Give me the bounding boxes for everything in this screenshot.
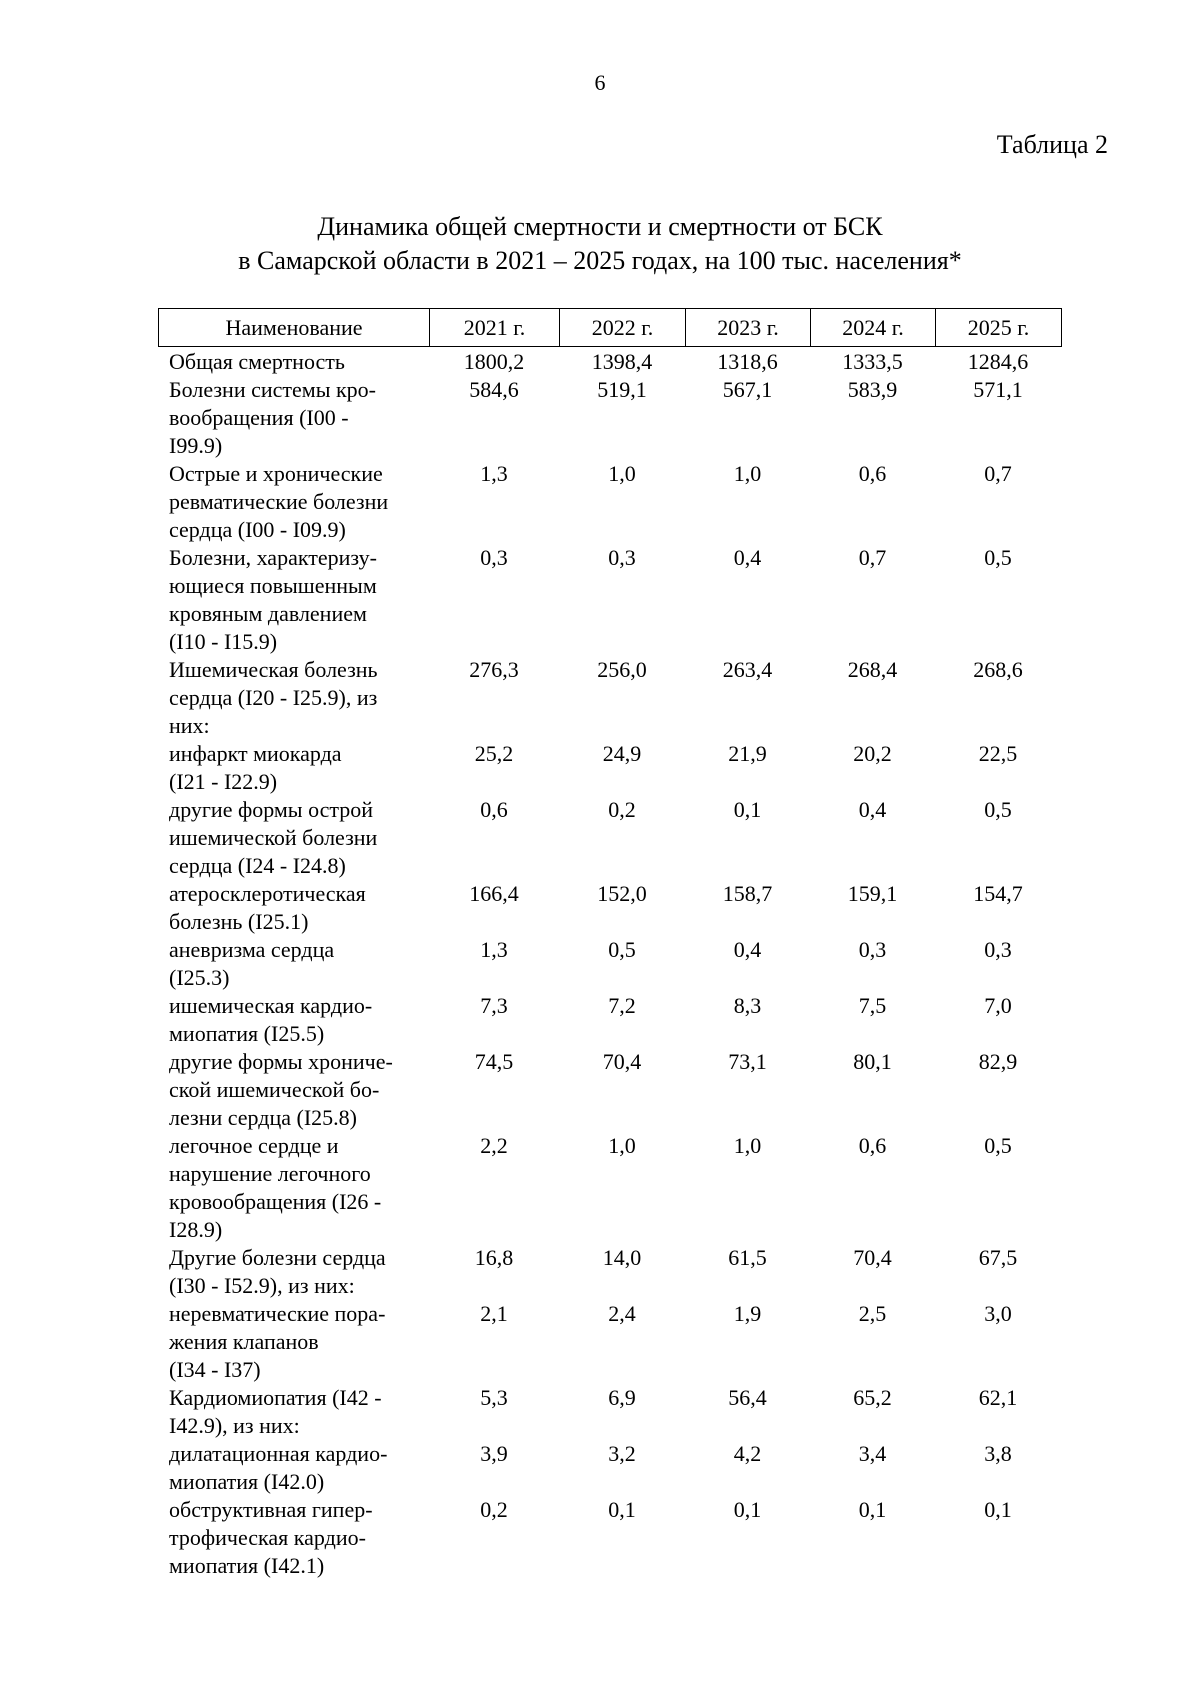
value-cell-2021: 276,3 [469,657,519,682]
row-name-cell [158,376,429,460]
table-header [158,308,1062,347]
row-name-cell [158,936,429,992]
row-name-cell [158,460,429,544]
value-cell-2025: 0,3 [984,937,1012,962]
value-cell-2023: 0,1 [733,1497,762,1522]
value-cell-2024: 70,4 [853,1245,892,1270]
table-label: Таблица 2 [996,130,1108,159]
value-cell-2024: 0,7 [858,545,887,570]
value-cell-2021: 3,9 [480,1441,508,1466]
row-name-line: I99.9) [169,433,223,458]
value-cell-2025: 7,0 [984,993,1012,1018]
table-row [158,1440,1061,1496]
row-name-line: легочное сердце и [169,1133,339,1158]
value-cell-2023: 0,1 [733,797,762,822]
header-row [159,309,1062,347]
table-title-line: Динамика общей смертности и смертности от БСК [317,212,883,241]
row-name-cell [158,1384,429,1440]
value-cell-2025: 3,0 [984,1301,1012,1326]
value-cell-2025: 0,5 [984,797,1012,822]
row-name-line: миопатия (I42.1) [169,1553,325,1578]
value-cell-2022: 0,1 [608,1497,636,1522]
row-name-line: жения клапанов [169,1329,319,1354]
value-cell-2024: 0,6 [858,461,887,486]
table-row [158,1048,1061,1132]
value-cell-2022: 519,1 [597,377,647,402]
row-name-line: (I30 - I52.9), из них: [169,1273,355,1298]
value-cell-2024: 7,5 [858,993,887,1018]
value-cell-2023: 158,7 [722,881,773,906]
header-cell-name: Наименование [159,309,430,347]
value-cell-2023: 1,0 [733,461,762,486]
row-name-line: вообращения (I00 - [169,405,349,430]
value-cell-2024: 0,1 [858,1497,887,1522]
value-cell-2022: 24,9 [602,741,642,766]
value-cell-2025: 22,5 [978,741,1018,766]
value-cell-2025: 3,8 [984,1441,1012,1466]
value-cell-2025: 0,7 [984,461,1012,486]
value-cell-2025: 0,5 [984,545,1012,570]
value-cell-2022: 7,2 [608,993,636,1018]
value-cell-2023: 567,1 [722,377,773,402]
table-title-line: в Самарской области в 2021 – 2025 годах, на 100 тыс. населения* [238,246,962,275]
row-name-cell [158,1496,429,1580]
value-cell-2023: 263,4 [722,657,773,682]
value-cell-2023: 1,9 [733,1301,762,1326]
row-name-line: болезнь (I25.1) [169,909,309,934]
row-name-line: (I34 - I37) [169,1357,261,1382]
table-row [158,740,1061,796]
value-cell-2021: 1,3 [480,461,508,486]
row-name-line: нарушение легочного [169,1161,371,1186]
table-title [0,210,1200,278]
table-row [158,348,1061,376]
row-name-line: другие формы хрониче- [169,1049,393,1074]
value-cell-2023: 1318,6 [717,349,778,374]
value-cell-2024: 0,3 [858,937,887,962]
value-cell-2022: 1,0 [608,461,636,486]
value-cell-2023: 0,4 [733,937,762,962]
row-name-line: неревматические пора- [169,1301,386,1326]
row-name-cell [158,1300,429,1384]
row-name-line: аневризма сердца [169,937,335,962]
row-name-line: ишемической болезни [169,825,378,850]
value-cell-2022: 0,5 [608,937,636,962]
value-cell-2022: 70,4 [602,1049,642,1074]
value-cell-2021: 2,2 [480,1133,508,1158]
table-row [158,936,1061,992]
row-name-cell [158,992,429,1048]
row-name-line: Кардиомиопатия (I42 - [169,1385,382,1410]
value-cell-2021: 0,3 [480,545,508,570]
row-name-line: Другие болезни сердца [169,1245,386,1270]
row-name-line: Острые и хронические [169,461,383,486]
table-row [158,376,1061,460]
value-cell-2025: 62,1 [978,1385,1018,1410]
value-cell-2023: 73,1 [728,1049,767,1074]
value-cell-2025: 67,5 [978,1245,1018,1270]
row-name-line: другие формы острой [169,797,374,822]
value-cell-2022: 152,0 [597,881,647,906]
header-cell-2021: 2021 г. [430,309,560,347]
value-cell-2024: 20,2 [853,741,892,766]
row-name-line: трофическая кардио- [169,1525,366,1550]
row-name-line: миопатия (I25.5) [169,1021,325,1046]
row-name-line: (I21 - I22.9) [169,769,278,794]
table-row [158,1384,1061,1440]
value-cell-2022: 0,2 [608,797,636,822]
value-cell-2024: 0,6 [858,1133,887,1158]
table-row [158,992,1061,1048]
value-cell-2023: 8,3 [733,993,762,1018]
table-row [158,796,1061,880]
table-row [158,1244,1061,1300]
row-name-line: ревматические болезни [169,489,389,514]
row-name-line: инфаркт миокарда [169,741,342,766]
table-row [158,656,1061,740]
value-cell-2025: 154,7 [973,881,1023,906]
page-number: 6 [594,70,606,95]
value-cell-2024: 159,1 [847,881,898,906]
row-name-line: дилатационная кардио- [169,1441,388,1466]
value-cell-2021: 25,2 [474,741,514,766]
row-name-cell [158,656,429,740]
row-name-line: кровообращения (I26 - [169,1189,382,1214]
row-name-line: обструктивная гипер- [169,1497,373,1522]
header-cell-2024: 2024 г. [811,309,936,347]
value-cell-2021: 1,3 [480,937,508,962]
value-cell-2023: 21,9 [728,741,767,766]
table-row [158,460,1061,544]
value-cell-2024: 583,9 [847,377,898,402]
row-name-line: лезни сердца (I25.8) [169,1105,357,1130]
value-cell-2021: 5,3 [480,1385,508,1410]
row-name-line: (I10 - I15.9) [169,629,278,654]
value-cell-2025: 571,1 [973,377,1023,402]
table-body [158,348,1061,1580]
value-cell-2025: 0,5 [984,1133,1012,1158]
row-name-line: атеросклеротическая [169,881,366,906]
row-name-line: (I25.3) [169,965,230,990]
row-name-line: ющиеся повышенным [169,573,377,598]
value-cell-2021: 0,2 [480,1497,508,1522]
row-name-cell [158,740,429,796]
value-cell-2024: 2,5 [858,1301,887,1326]
value-cell-2021: 2,1 [480,1301,508,1326]
value-cell-2023: 0,4 [733,545,762,570]
table-row [158,1132,1061,1244]
value-cell-2024: 65,2 [853,1385,892,1410]
value-cell-2024: 80,1 [853,1049,892,1074]
value-cell-2023: 4,2 [733,1441,762,1466]
value-cell-2022: 0,3 [608,545,636,570]
header-cell-2023: 2023 г. [686,309,811,347]
value-cell-2022: 2,4 [608,1301,636,1326]
table-row [158,1496,1061,1580]
table-row [158,544,1061,656]
row-name-line: кровяным давлением [169,601,367,626]
row-name-line: I42.9), из них: [169,1413,300,1438]
value-cell-2021: 7,3 [480,993,508,1018]
value-cell-2025: 268,6 [973,657,1023,682]
value-cell-2024: 0,4 [858,797,887,822]
value-cell-2024: 1333,5 [842,349,903,374]
row-name-cell [158,880,429,936]
value-cell-2022: 1,0 [608,1133,636,1158]
row-name-cell [158,348,429,376]
row-name-line: Болезни системы кро- [169,377,376,402]
value-cell-2023: 61,5 [728,1245,767,1270]
table-row [158,880,1061,936]
value-cell-2021: 16,8 [474,1245,514,1270]
value-cell-2023: 1,0 [733,1133,762,1158]
row-name-line: I28.9) [169,1217,223,1242]
row-name-line: них: [169,713,210,738]
row-name-line: сердца (I24 - I24.8) [169,853,346,878]
value-cell-2023: 56,4 [728,1385,767,1410]
row-name-cell [158,1244,429,1300]
value-cell-2022: 3,2 [608,1441,636,1466]
value-cell-2022: 6,9 [608,1385,636,1410]
row-name-line: миопатия (I42.0) [169,1469,325,1494]
value-cell-2025: 1284,6 [967,349,1029,374]
row-name-line: ишемическая кардио- [169,993,373,1018]
table-row [158,1300,1061,1384]
row-name-line: ской ишемической бо- [169,1077,380,1102]
value-cell-2025: 82,9 [978,1049,1018,1074]
value-cell-2021: 166,4 [469,881,519,906]
value-cell-2021: 1800,2 [463,349,525,374]
value-cell-2024: 3,4 [858,1441,887,1466]
value-cell-2024: 268,4 [847,657,898,682]
row-name-cell [158,796,429,880]
row-name-cell [158,1048,429,1132]
header-cell-2022: 2022 г. [560,309,686,347]
header-cell-2025: 2025 г. [936,309,1062,347]
row-name-line: сердца (I00 - I09.9) [169,517,346,542]
row-name-line: Ишемическая болезнь [169,657,378,682]
row-name-line: Общая смертность [169,349,345,374]
value-cell-2025: 0,1 [984,1497,1012,1522]
value-cell-2022: 1398,4 [591,349,653,374]
row-name-line: Болезни, характеризу- [169,545,377,570]
row-name-cell [158,1132,429,1244]
value-cell-2021: 74,5 [474,1049,514,1074]
row-name-cell [158,1440,429,1496]
value-cell-2021: 0,6 [480,797,508,822]
row-name-cell [158,544,429,656]
value-cell-2021: 584,6 [469,377,519,402]
value-cell-2022: 14,0 [602,1245,642,1270]
value-cell-2022: 256,0 [597,657,647,682]
row-name-line: сердца (I20 - I25.9), из [169,685,378,710]
